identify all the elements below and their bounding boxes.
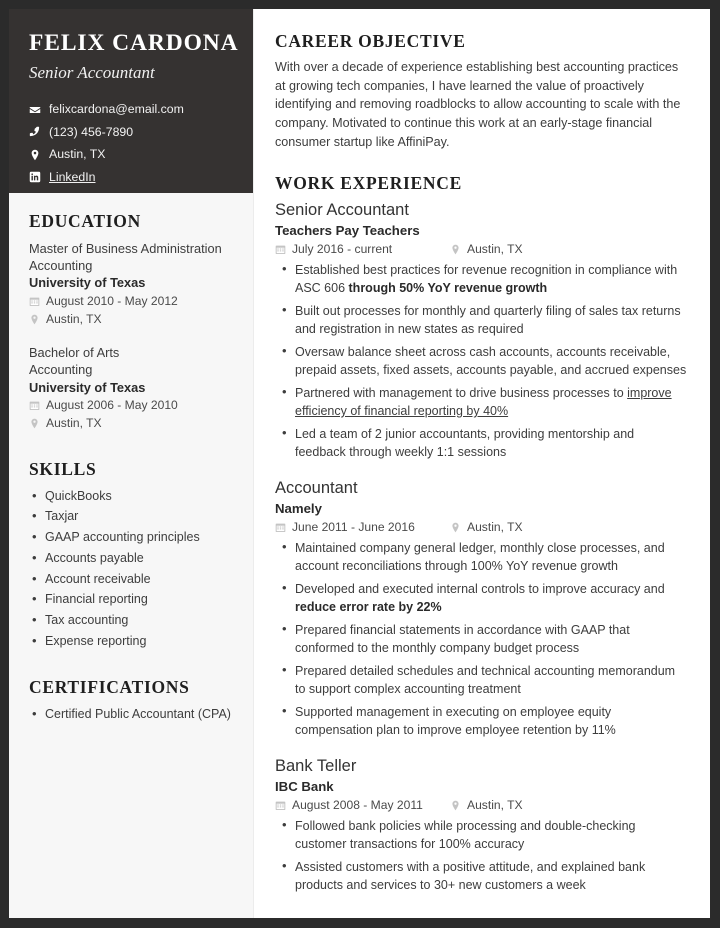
job-bullet xyxy=(275,858,688,894)
education-degree: Bachelor of Arts xyxy=(29,345,120,361)
work-experience-entry xyxy=(275,756,688,894)
phone-icon xyxy=(29,126,43,138)
bullet-text-normal: Led a team of 2 junior accountants, providing mentorship and feedback through weekly 1:1 sessions xyxy=(295,427,635,460)
education-entries xyxy=(29,240,234,433)
bullet-text-bold: through 50% YoY revenue growth xyxy=(348,281,548,296)
skill-item: • Account receivable xyxy=(29,571,234,589)
skill-item: • QuickBooks xyxy=(29,488,234,506)
location xyxy=(450,241,523,258)
skills-list xyxy=(29,488,234,651)
job-role: Bank Teller xyxy=(275,757,357,776)
contact-label: (123) 456-7890 xyxy=(49,124,134,139)
job-bullet-list xyxy=(275,817,688,894)
location-label: Austin, TX xyxy=(46,312,102,327)
education-major: Accounting xyxy=(29,362,93,378)
job-bullet xyxy=(275,302,688,338)
skill-item: • Tax accounting xyxy=(29,612,234,630)
resume-sidebar xyxy=(9,9,254,918)
job-bullet xyxy=(275,425,688,461)
candidate-title: Senior Accountant xyxy=(29,62,155,82)
skill-item: • Taxjar xyxy=(29,508,234,526)
bullet-text-normal: Maintained company general ledger, monthly close processes, and account reconciliations through 100% YoY revenue growth xyxy=(295,541,665,574)
location-label: Austin, TX xyxy=(467,797,523,812)
location-pin-icon xyxy=(29,314,42,325)
work-experience-entry xyxy=(275,478,688,739)
job-bullet xyxy=(275,662,688,698)
bullet-text-normal: Prepared detailed schedules and technical accounting memorandum to support complex accounting treatment xyxy=(295,664,676,697)
date-range xyxy=(275,519,450,536)
location-pin-icon xyxy=(29,418,42,429)
date-range xyxy=(29,397,234,414)
location-pin-icon xyxy=(29,149,43,161)
education-degree: Master of Business Administration xyxy=(29,241,222,256)
contact-item xyxy=(29,146,234,163)
date-range xyxy=(275,241,450,258)
contact-label: felixcardona@email.com xyxy=(49,102,184,117)
resume-page xyxy=(9,9,710,918)
skill-item: • Expense reporting xyxy=(29,633,234,651)
contact-list xyxy=(29,101,234,185)
date-range-label: June 2011 - June 2016 xyxy=(292,519,415,534)
calendar-icon xyxy=(275,522,288,533)
bullet-text-underline: improve efficiency of financial reporting by 40% xyxy=(295,386,672,419)
location-label: Austin, TX xyxy=(467,241,523,256)
bullet-text-normal: Established best practices for revenue recognition in compliance with ASC 606 xyxy=(295,263,678,296)
education-heading: EDUCATION xyxy=(29,211,141,231)
skill-item: • Financial reporting xyxy=(29,591,234,609)
contact-label: Austin, TX xyxy=(49,147,106,162)
resume-main xyxy=(254,9,710,918)
date-range-label: July 2016 - current xyxy=(292,241,393,256)
career-objective-heading: CAREER OBJECTIVE xyxy=(275,31,466,51)
job-meta xyxy=(275,241,688,258)
work-experience-heading: WORK EXPERIENCE xyxy=(275,173,462,194)
calendar-icon xyxy=(275,244,288,255)
certification-item: • Certified Public Accountant (CPA) xyxy=(29,706,234,724)
section-spacer xyxy=(275,151,688,173)
calendar-icon xyxy=(29,296,42,307)
bullet-text-normal: Developed and executed internal controls to improve accuracy and xyxy=(295,582,665,597)
date-range-label: August 2008 - May 2011 xyxy=(292,797,423,812)
job-bullet xyxy=(275,384,688,420)
work-experience-entry xyxy=(275,200,688,461)
bullet-text-bold: reduce error rate by 22% xyxy=(295,600,442,615)
education-school: University of Texas xyxy=(29,379,146,395)
resume-header xyxy=(9,9,254,193)
bullet-text-normal: Supported management in executing on employee equity compensation plan to improve employee retention by 11% xyxy=(295,705,616,738)
envelope-icon xyxy=(29,104,43,116)
skill-item: • GAAP accounting principles xyxy=(29,529,234,547)
bullet-text-normal: Prepared financial statements in accordance with GAAP that conformed to the monthly company budget process xyxy=(295,623,630,656)
skill-item: • Accounts payable xyxy=(29,550,234,568)
location xyxy=(29,311,234,328)
education-major: Accounting xyxy=(29,258,93,274)
job-bullet-list xyxy=(275,539,688,739)
calendar-icon xyxy=(29,400,42,411)
location xyxy=(450,519,523,536)
bullet-text-normal: Oversaw balance sheet across cash accounts, accounts receivable, prepaid assets, fixed assets, accounts payable, and accrued expenses xyxy=(295,345,687,378)
job-bullet xyxy=(275,343,688,379)
education-entry xyxy=(29,240,234,328)
job-bullet xyxy=(275,261,688,297)
work-experience-list xyxy=(275,200,688,894)
location-label: Austin, TX xyxy=(467,519,523,534)
skills-heading: SKILLS xyxy=(29,458,97,479)
job-role: Accountant xyxy=(275,479,358,498)
linkedin-icon xyxy=(29,171,43,183)
location xyxy=(29,415,234,432)
location xyxy=(450,797,523,814)
contact-item[interactable] xyxy=(29,169,234,186)
certifications-list xyxy=(29,706,234,724)
education-entry xyxy=(29,344,234,432)
job-bullet xyxy=(275,621,688,657)
location-pin-icon xyxy=(450,800,463,811)
date-range-label: August 2006 - May 2010 xyxy=(46,398,178,413)
job-company: Teachers Pay Teachers xyxy=(275,222,420,238)
job-bullet xyxy=(275,817,688,853)
location-pin-icon xyxy=(450,244,463,255)
job-role: Senior Accountant xyxy=(275,201,409,220)
contact-label[interactable]: LinkedIn xyxy=(49,170,96,185)
candidate-name: FELIX CARDONA xyxy=(29,30,239,56)
bullet-text-normal: Partnered with management to drive business processes to xyxy=(295,386,628,401)
job-company: Namely xyxy=(275,500,322,516)
contact-item xyxy=(29,124,234,141)
job-meta xyxy=(275,797,688,814)
date-range xyxy=(275,797,450,814)
bullet-text-normal: Built out processes for monthly and quarterly filing of sales tax returns and registration in new states as required xyxy=(295,304,681,337)
job-bullet xyxy=(275,539,688,575)
bullet-text-normal: Assisted customers with a positive attitude, and explained bank products and services to 30+ new customers a week xyxy=(295,859,646,892)
date-range xyxy=(29,293,234,310)
bullet-text-normal: Followed bank policies while processing and double-checking customer transactions for 100% accuracy xyxy=(295,818,636,851)
contact-item xyxy=(29,101,234,118)
sidebar-body xyxy=(9,193,254,723)
location-label: Austin, TX xyxy=(46,416,102,431)
job-bullet xyxy=(275,703,688,739)
job-meta xyxy=(275,519,688,536)
job-bullet xyxy=(275,580,688,616)
certifications-heading: CERTIFICATIONS xyxy=(29,676,190,697)
calendar-icon xyxy=(275,800,288,811)
date-range-label: August 2010 - May 2012 xyxy=(46,293,178,308)
job-bullet-list xyxy=(275,261,688,461)
job-company: IBC Bank xyxy=(275,778,334,794)
location-pin-icon xyxy=(450,522,463,533)
career-objective-text: With over a decade of experience establishing best accounting practices at growing tech companies, I have learned the value of proactively identifying and removing roadblocks to allow accounting to scale with the company. Motivated to continue this work at an early-stage financial consumer startup like AffiniPay. xyxy=(275,60,681,149)
education-school: University of Texas xyxy=(29,275,146,291)
